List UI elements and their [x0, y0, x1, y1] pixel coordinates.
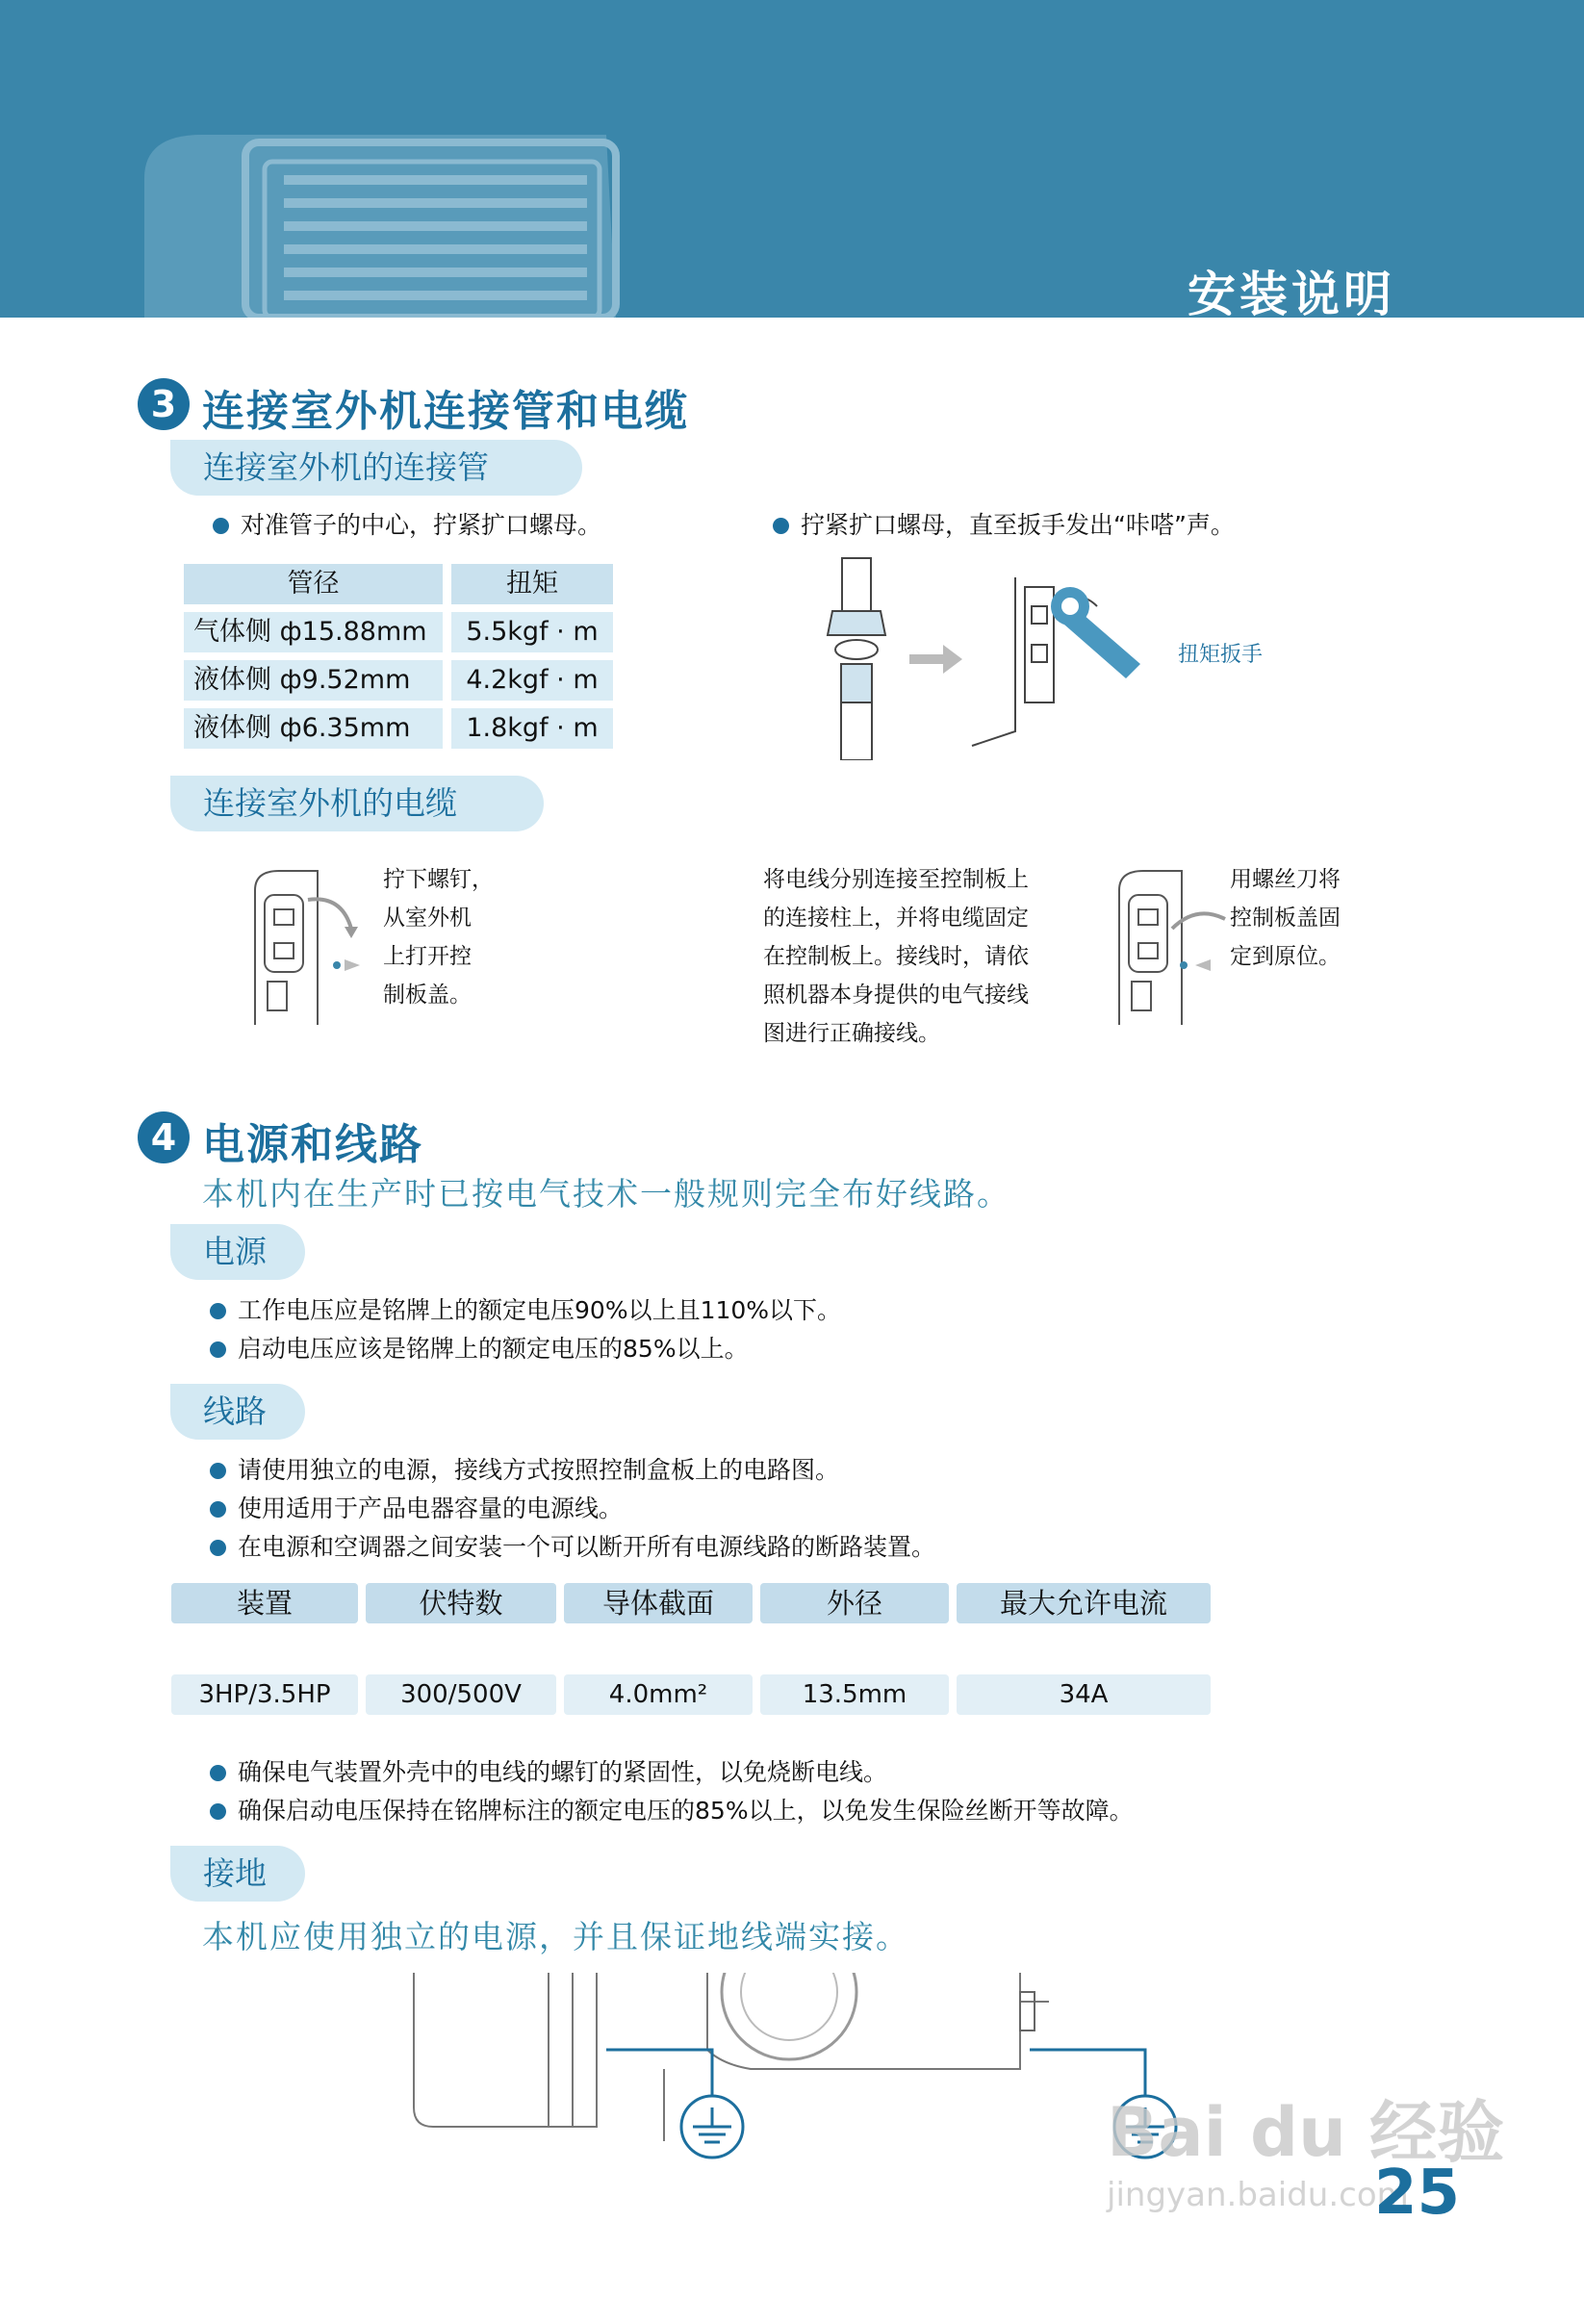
watermark-brand: Bai du 经验 — [1107, 2093, 1505, 2172]
cable-step-2-line: 照机器本身提供的电气接线 — [763, 983, 1029, 1008]
section-4-number: 4 — [138, 1111, 190, 1163]
wrench-label: 扭矩扳手 — [1178, 643, 1264, 667]
wiring-bullets-after — [210, 1753, 1134, 1830]
section-3-title: 连接室外机连接管和电缆 — [202, 387, 689, 436]
cable-header-section: 导体截面 — [564, 1583, 753, 1623]
cable-cell-current: 34A — [957, 1674, 1211, 1715]
cable-step-3-line: 定到原位。 — [1230, 944, 1341, 969]
wiring-bullet-after: 确保启动电压保持在铭牌标注的额定电压的85%以上，以免发生保险丝断开等故障。 — [210, 1792, 1134, 1830]
wiring-bullet: 请使用独立的电源，接线方式按照控制盒板上的电路图。 — [210, 1451, 935, 1490]
cable-header-device: 装置 — [171, 1583, 358, 1623]
cable-step-3 — [1230, 860, 1341, 976]
power-bullet: 启动电压应该是铭牌上的额定电压的85%以上。 — [210, 1330, 841, 1368]
torque-header-torque: 扭矩 — [451, 564, 613, 604]
cable-step-2-line: 图进行正确接线。 — [763, 1021, 940, 1046]
torque-row-3-torque: 1.8kgf · m — [451, 708, 613, 749]
grounding-illustration — [404, 1973, 1193, 2184]
cable-step-2-line: 将电线分别连接至控制板上 — [763, 867, 1029, 892]
wiring-subtitle: 线路 — [170, 1384, 305, 1440]
torque-row-1-torque: 5.5kgf · m — [451, 612, 613, 652]
page-number: 25 — [1374, 2158, 1461, 2229]
cover-open-illustration — [241, 861, 375, 1034]
cable-header-current: 最大允许电流 — [957, 1583, 1211, 1623]
cable-step-1 — [383, 860, 494, 1014]
cover-close-illustration — [1105, 861, 1239, 1034]
watermark-url: jingyan.baidu.com — [1107, 2176, 1409, 2214]
wiring-bullet: 使用适用于产品电器容量的电源线。 — [210, 1490, 935, 1528]
section-4-intro: 本机内在生产时已按电气技术一般规则完全布好线路。 — [202, 1175, 1010, 1213]
torque-row-2-diameter: 液体侧 ф9.52mm — [184, 660, 443, 701]
cable-step-3-line: 控制板盖固 — [1230, 906, 1341, 931]
header-title: 安装说明 — [1188, 267, 1395, 318]
cable-step-2-line: 在控制板上。接线时，请依 — [763, 944, 1029, 969]
cable-cell-diameter: 13.5mm — [760, 1674, 949, 1715]
cable-subtitle: 连接室外机的电缆 — [170, 776, 544, 831]
section-3-number: 3 — [138, 378, 190, 430]
cable-cell-device: 3HP/3.5HP — [171, 1674, 358, 1715]
power-bullets — [210, 1291, 841, 1368]
wiring-bullet-after: 确保电气装置外壳中的电线的螺钉的紧固性，以免烧断电线。 — [210, 1753, 1134, 1792]
cable-step-2-line: 的连接柱上，并将电缆固定 — [763, 906, 1029, 931]
cable-step-2 — [763, 860, 1029, 1053]
torque-header-diameter: 管径 — [184, 564, 443, 604]
cable-header-diameter: 外径 — [760, 1583, 949, 1623]
cable-step-1-line: 从室外机 — [383, 906, 472, 931]
ground-subtitle: 接地 — [170, 1846, 305, 1902]
cable-step-3-line: 用螺丝刀将 — [1230, 867, 1341, 892]
pipe-subtitle: 连接室外机的连接管 — [170, 440, 582, 496]
wiring-bullet: 在电源和空调器之间安装一个可以断开所有电源线路的断路装置。 — [210, 1528, 935, 1567]
cable-header-voltage: 伏特数 — [366, 1583, 556, 1623]
cable-step-1-line: 制板盖。 — [383, 983, 472, 1008]
cable-step-1-line: 上打开控 — [383, 944, 472, 969]
ground-text: 本机应使用独立的电源，并且保证地线端实接。 — [202, 1918, 909, 1955]
cable-step-1-line: 拧下螺钉， — [383, 867, 494, 892]
power-bullet: 工作电压应是铭牌上的额定电压90%以上且110%以下。 — [210, 1291, 841, 1330]
cable-cell-section: 4.0mm² — [564, 1674, 753, 1715]
torque-row-2-torque: 4.2kgf · m — [451, 660, 613, 701]
cable-cell-voltage: 300/500V — [366, 1674, 556, 1715]
wiring-bullets — [210, 1451, 935, 1567]
power-subtitle: 电源 — [170, 1224, 305, 1280]
torque-row-3-diameter: 液体侧 ф6.35mm — [184, 708, 443, 749]
pipe-bullet-left: 对准管子的中心，拧紧扩口螺母。 — [213, 506, 601, 545]
pipe-bullet-right: 拧紧扩口螺母，直至扳手发出“咔嗒”声。 — [773, 506, 1235, 545]
section-4-title: 电源和线路 — [202, 1120, 423, 1169]
page-header — [0, 0, 1584, 318]
torque-row-1-diameter: 气体侧 ф15.88mm — [184, 612, 443, 652]
